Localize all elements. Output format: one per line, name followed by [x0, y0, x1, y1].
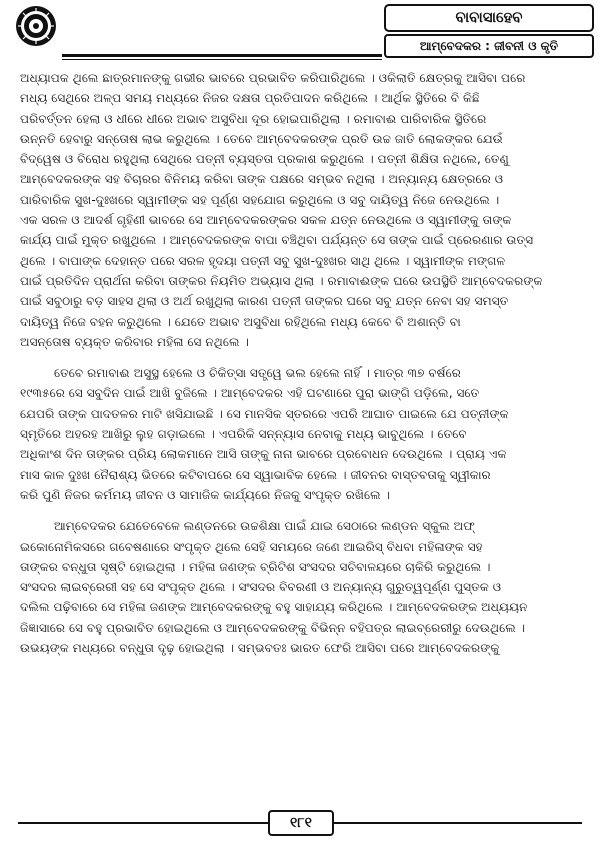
- text-line: ସ୍ମୃତିରେ ଅହରହ ଆଖିରୁ ଲୁହ ଗଡ଼ାଇଲେ । ଏପରିକି ସନ୍ନ୍ୟାସ ନେବାକୁ ମଧ୍ୟ ଭାବୁଥିଲେ । ତେବେ: [20, 427, 467, 442]
- paragraph-1: [20, 68, 580, 352]
- text-line: ଆମ୍ବେଦକରଙ୍କ ସହ ବିଚାରର ବିନିମୟ କରିବା ତାଙ୍କ ପକ୍ଷରେ ସମ୍ଭବ ନଥିଲା । ଅନ୍ୟାନ୍ୟ କ୍ଷେତ୍ରରେ ଓ: [20, 172, 504, 187]
- text-line: ଦଲିଲ ପଢ଼ିବାରେ ସେ ମହିଳା ଜଣଙ୍କ ଆମ୍ବେଦକରଙ୍କୁ ବହୁ ସାହାଯ୍ୟ କରିଥିଲେ । ଆମ୍ବେଦକରଙ୍କ ଅଧ୍ୟୟନ: [20, 600, 528, 615]
- paragraph-2: [20, 363, 580, 505]
- body-text: [20, 68, 580, 658]
- text-line: ପାରିବାରିକ ସୁଖ-ଦୁଃଖରେ ସ୍ୱାମୀଙ୍କ ସହ ପୂର୍ଣ୍ଣ ସହଯୋଗ କରୁଥିଲେ ଓ ସବୁ ଦାୟିତ୍ୱ ନିଜେ ନେଉଥିଲେ ।: [20, 192, 500, 207]
- text-line: ଉନ୍ନତି ହେବାରୁ ସନ୍ତୋଷ ଲାଭ କରୁଥିଲେ । ତେବେ ଆମ୍ବେଦକରଙ୍କ ପ୍ରତି ଉଚ୍ଚ ଜାତି ଲୋକଙ୍କର ଯେଉଁ: [20, 131, 503, 146]
- text-line: ଇକୋନୋମିକସରେ ଗବେଷଣାରେ ସଂପୃକ୍ତ ଥିଲେ ସେହି ସମୟରେ ଜଣେ ଆଇରିସ୍ ବିଧବା ମହିଳାଙ୍କ ସହ: [20, 539, 483, 554]
- text-line: ପରିବର୍ତ୍ତନ ହେଲା ଓ ଧୀରେ ଧୀରେ ଅଭାବ ଅସୁବିଧା ଦୂର ହୋଇପାରିଥିଲା । ରମାବାଈ ପାରିବାରିକ ସ୍ଥିତିରେ: [20, 111, 487, 126]
- text-line: ପାଇଁ ସବୁଠାରୁ ବଡ଼ ସାହସ ଥିଲା ଓ ଅର୍ଥ ରଖୁଥିଲା କାରଣ ପତ୍ନୀ ତାଙ୍କର ଘରେ ସବୁ ଯତ୍ନ ନେବା ସହ ସମସ୍ତ: [20, 294, 509, 309]
- book-subtitle: ଆମ୍ବେଦକର : ଜୀବନୀ ଓ କୃତି: [384, 34, 594, 58]
- text-line: ତେବେ ରମାବାଈ ଅସୁସ୍ଥ ହେଲେ ଓ ଚିକିତ୍ସା ସତ୍ତ୍ୱେ ଭଲ ହେଲେ ନାହିଁ । ମାତ୍ର ୩୭ ବର୍ଷରେ: [54, 366, 462, 381]
- book-title: ବାବାସାହେବ: [384, 4, 594, 32]
- text-line: ଦାୟିତ୍ୱ ନିଜେ ବହନ କରୁଥିଲେ । ଯେତେ ଅଭାବ ଅସୁବିଧା ରହିଥିଲେ ମଧ୍ୟ କେବେ ବି ଅଶାନ୍ତି ବା: [20, 314, 461, 329]
- text-line: ଅଧ୍ୟାପକ ଥିଲେ ଛାତ୍ରମାନଙ୍କୁ ଗଭୀର ଭାବରେ ପ୍ରଭାବିତ କରିପାରିଥିଲେ । ଓକିଲାତି କ୍ଷେତ୍ରକୁ ଆସିବା ପରେ: [20, 71, 526, 85]
- text-line: ଯେପରି ତାଙ୍କ ପାଦତଳର ମାଟି ଖସିଯାଇଛି । ସେ ମାନସିକ ସ୍ତରରେ ଏପରି ଆଘାତ ପାଇଲେ ଯେ ପତ୍ନୀଙ୍କ: [20, 406, 509, 421]
- text-line: ଥିଲେ । ବାପାଙ୍କ ଦେହାନ୍ତ ପରେ ସରଳ ହୃଦୟା ପତ୍ନୀ ସବୁ ସୁଖ-ଦୁଃଖର ସାଥି ଥିଲେ । ସ୍ୱାମୀଙ୍କ ମଙ୍ଗଳ: [20, 253, 506, 268]
- text-line: ବିଦ୍ୱେଷ ଓ ବିରୋଧ ରହୁଥିଲା ସେଥିରେ ପତ୍ନୀ ବ୍ୟସ୍ତତା ପ୍ରକାଶ କରୁଥିଲେ । ପତ୍ନୀ ଶିକ୍ଷିତା ନଥିଲେ, ତେଣୁ: [20, 152, 509, 167]
- text-line: ୧୯୩୫ରେ ସେ ସବୁଦିନ ପାଇଁ ଆଖି ବୁଜିଲେ । ଆମ୍ବେଦକର ଏହି ଘଟଣାରେ ପୁରା ଭାଙ୍ଗି ପଡ଼ିଲେ, ସତେ: [20, 386, 480, 401]
- text-line: ଆମ୍ବେଦକର ଯେତେବେଳେ ଲଣ୍ଡନରେ ଉଚ୍ଚଶିକ୍ଷା ପାଇଁ ଯାଇ ସେଠାରେ ଲଣ୍ଡନ ସ୍କୁଲ ଅଫ୍: [54, 519, 475, 534]
- header-rule-thin: [62, 59, 382, 60]
- paragraph-3: [20, 516, 580, 658]
- page-number: ୧୮୧: [268, 810, 334, 836]
- text-line: କାର୍ଯ୍ୟ ପାଇଁ ମୁକ୍ତ ରଖୁଥିଲେ । ଆମ୍ବେଦକରଙ୍କ ବାପା ବଞ୍ଚିଥିବା ପର୍ଯ୍ୟନ୍ତ ସେ ତାଙ୍କ ପାଇଁ ପ୍ରେରଣାର ଉତ୍ସ: [20, 233, 534, 248]
- text-line: ଉଭୟଙ୍କ ମଧ୍ୟରେ ବନ୍ଧୁତା ଦୃଢ଼ ହୋଇଥିଲା । ସମ୍ଭବତଃ ଭାରତ ଫେରି ଆସିବା ପରେ ଆମ୍ବେଦକରଙ୍କୁ: [20, 641, 500, 656]
- text-line: ଅଧିକାଂଶ ଦିନ ତାଙ୍କର ପ୍ରିୟ ଲୋକମାନେ ଆସି ତାଙ୍କୁ ନାନା ଭାବରେ ପ୍ରବୋଧନ ଦେଉଥିଲେ । ପ୍ରାୟ ଏକ: [20, 447, 507, 462]
- emblem-icon: [14, 4, 58, 48]
- text-line: ମଧ୍ୟ ସେଥିରେ ଅଳ୍ପ ସମୟ ମଧ୍ୟରେ ନିଜର ଦକ୍ଷତା ପ୍ରତିପାଦନ କରିଥିଲେ । ଆର୍ଥିକ ସ୍ଥିତିରେ ବି କିଛି: [20, 91, 480, 106]
- text-line: ମାସ କାଳ ଦୁଃଖ ନୈରାଶ୍ୟ ଭିତରେ କଟିବାପରେ ସେ ସ୍ୱାଭାବିକ ହେଲେ । ଜୀବନର ବାସ୍ତବତାକୁ ସ୍ୱୀକାର: [20, 467, 491, 482]
- header-rule: [62, 54, 382, 57]
- text-line: ଜିଜ୍ଞାସାରେ ସେ ବହୁ ପ୍ରଭାବିତ ହୋଇଥିଲେ ଓ ଆମ୍ବେଦକରଙ୍କୁ ବିଭିନ୍ନ ବହିପତ୍ର ଲାଇବ୍ରେରୀରୁ ଦେଉଥିଲେ ।: [20, 620, 526, 635]
- text-line: ଅସନ୍ତୋଷ ବ୍ୟକ୍ତ କରିବାର ମହିଳା ସେ ନଥିଲେ ।: [20, 334, 249, 349]
- text-line: କରି ପୁଣି ନିଜର କର୍ମମୟ ଜୀବନ ଓ ସାମାଜିକ କାର୍ଯ୍ୟରେ ନିଜକୁ ସଂପୃକ୍ତ ରଖିଲେ ।: [20, 487, 391, 502]
- text-line: ପାଇଁ ପ୍ରତିଦିନ ପ୍ରାର୍ଥନା କରିବା ତାଙ୍କର ନିୟମିତ ଅଭ୍ୟାସ ଥିଲା । ରମାବାଈଙ୍କ ଘରେ ଉପସ୍ଥିତି ଆମ୍ବେଦକରଙ୍କ: [20, 273, 543, 288]
- text-line: ସଂସଦର ଲାଇବ୍ରେରୀ ସହ ସେ ସଂପୃକ୍ତ ଥିଲେ । ସଂସଦର ବିବରଣୀ ଓ ଅନ୍ୟାନ୍ୟ ଗୁରୁତ୍ୱପୂର୍ଣ୍ଣ ପୁସ୍ତକ ଓ: [20, 580, 502, 595]
- text-line: ଏକ ସରଳ ଓ ଆଦର୍ଶ ଗୃହିଣୀ ଭାବରେ ସେ ଆମ୍ବେଦକରଙ୍କର ସକଳ ଯତ୍ନ ନେଉଥିଲେ ଓ ସ୍ୱାମୀଙ୍କୁ ତାଙ୍କ: [20, 213, 512, 228]
- text-line: ତାଙ୍କର ବନ୍ଧୁତା ସୃଷ୍ଟି ହୋଇଥିଲା । ମହିଳା ଜଣଙ୍କ ବ୍ରିଟିଶ ସଂସଦର ସଚିବାଳୟରେ ଚାକିରି କରୁଥିଲେ ।: [20, 559, 491, 574]
